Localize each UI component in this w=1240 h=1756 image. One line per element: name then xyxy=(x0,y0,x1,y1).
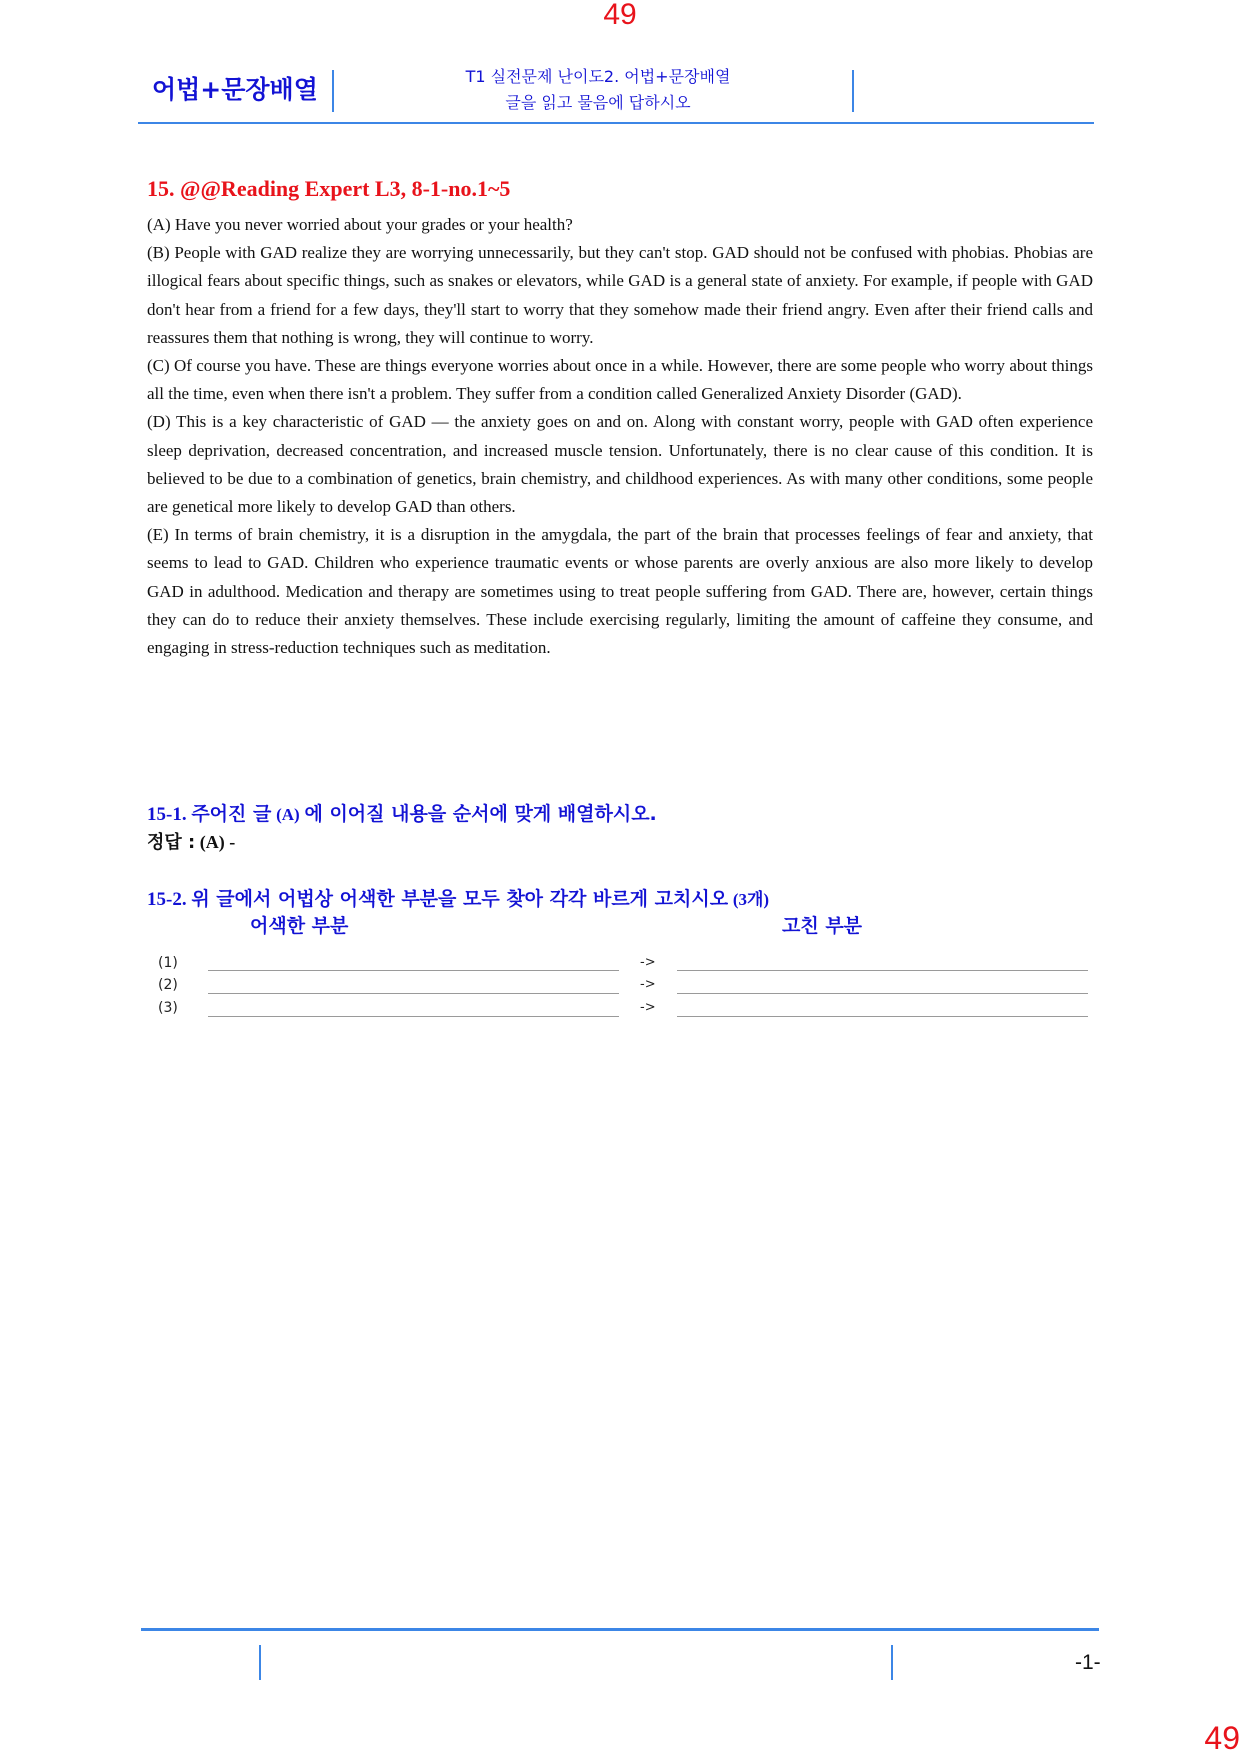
row-number-1: (1) xyxy=(158,955,178,971)
fixed-part-blank-2[interactable] xyxy=(677,993,1088,994)
fixed-part-blank-3[interactable] xyxy=(677,1016,1088,1017)
paragraph-a: (A) Have you never worried about your grades or your health? xyxy=(147,215,573,234)
answer-line xyxy=(147,828,235,857)
header-title: T1 실전문제 난이도2. 어법+문장배열 xyxy=(465,67,731,86)
question-2 xyxy=(147,885,769,914)
arrow-3: -> xyxy=(640,1000,656,1015)
header-subtitle: 글을 읽고 물음에 답하시오 xyxy=(505,93,691,112)
wrong-part-blank-1[interactable] xyxy=(208,970,619,971)
arrow-1: -> xyxy=(640,955,656,970)
row-number-2: (2) xyxy=(158,977,178,993)
answer-label: 정답 : xyxy=(147,832,196,853)
header-divider-right xyxy=(852,70,854,112)
header-rule xyxy=(138,122,1094,124)
footer-divider-right xyxy=(891,1645,893,1680)
paragraph-b: (B) People with GAD realize they are worrying unnecessarily, but they can't stop. GAD should not be confused with phobias. Phobias are illogical fears about specific things, such as snakes or elevators, while GAD is a general state of anxiety. For example, if people with GAD don't hear from a friend for a few days, they'll start to worry that they somehow made their friend angry. Even after their friend calls and reassures them that nothing is wrong, they will continue to worry. xyxy=(147,243,1093,347)
question-2-number: 15-2. xyxy=(147,889,187,910)
column-header-fixed: 고친 부분 xyxy=(782,915,863,937)
row-number-3: (3) xyxy=(158,1000,178,1016)
fixed-part-blank-1[interactable] xyxy=(677,970,1088,971)
question-1 xyxy=(147,800,657,829)
question-1-text-after: 에 이어질 내용을 순서에 맞게 배열하시오. xyxy=(304,803,657,825)
arrow-2: -> xyxy=(640,977,656,992)
question-2-text: 위 글에서 어법상 어색한 부분을 모두 찾아 각각 바르게 고치시오 xyxy=(191,888,729,910)
question-1-text-before: 주어진 글 xyxy=(191,803,272,825)
wrong-part-blank-2[interactable] xyxy=(208,993,619,994)
footer-rule xyxy=(141,1628,1099,1631)
wrong-part-blank-3[interactable] xyxy=(208,1016,619,1017)
passage xyxy=(147,211,1093,662)
problem-title: 15. @@Reading Expert L3, 8-1-no.1~5 xyxy=(147,176,511,201)
question-1-paren: (A) xyxy=(276,805,300,824)
paragraph-d: (D) This is a key characteristic of GAD — the anxiety goes on and on. Along with constant worry, people with GAD often experience sleep deprivation, decreased concentration, and increased muscle tension. Unfortunately, there is no clear cause of this condition. It is believed to be due to a combination of genetics, brain chemistry, and childhood experiences. As with many other conditions, some people are genetical more likely to develop GAD than others. xyxy=(147,412,1093,517)
header-category: 어법+문장배열 xyxy=(152,75,318,104)
paragraph-e: (E) In terms of brain chemistry, it is a disruption in the amygdala, the part of the brain that processes feelings of fear and anxiety, that seems to lead to GAD. Children who experience traumatic events or whose parents are overly anxious are also more likely to develop GAD in adulthood. Medication and therapy are sometimes using to treat people suffering from GAD. There are, however, certain things they can do to reduce their anxiety themselves. These include exercising regularly, limiting the amount of caffeine they consume, and engaging in stress-reduction techniques such as meditation. xyxy=(147,525,1093,658)
answer-value: (A) - xyxy=(199,832,236,852)
paragraph-c: (C) Of course you have. These are things everyone worries about once in a while. However, there are some people who worry about things all the time, even when there isn't a problem. They suffer from a condition called Generalized Anxiety Disorder (GAD). xyxy=(147,356,1093,404)
question-1-number: 15-1. xyxy=(147,804,187,825)
footer-divider-left xyxy=(259,1645,261,1680)
bottom-page-number: 49 xyxy=(1204,1720,1240,1756)
footer-page-label: -1- xyxy=(1075,1651,1101,1674)
top-page-number: 49 xyxy=(603,0,637,31)
question-2-count: (3개) xyxy=(732,890,770,909)
header-divider-left xyxy=(332,70,334,112)
column-header-wrong: 어색한 부분 xyxy=(250,915,349,937)
